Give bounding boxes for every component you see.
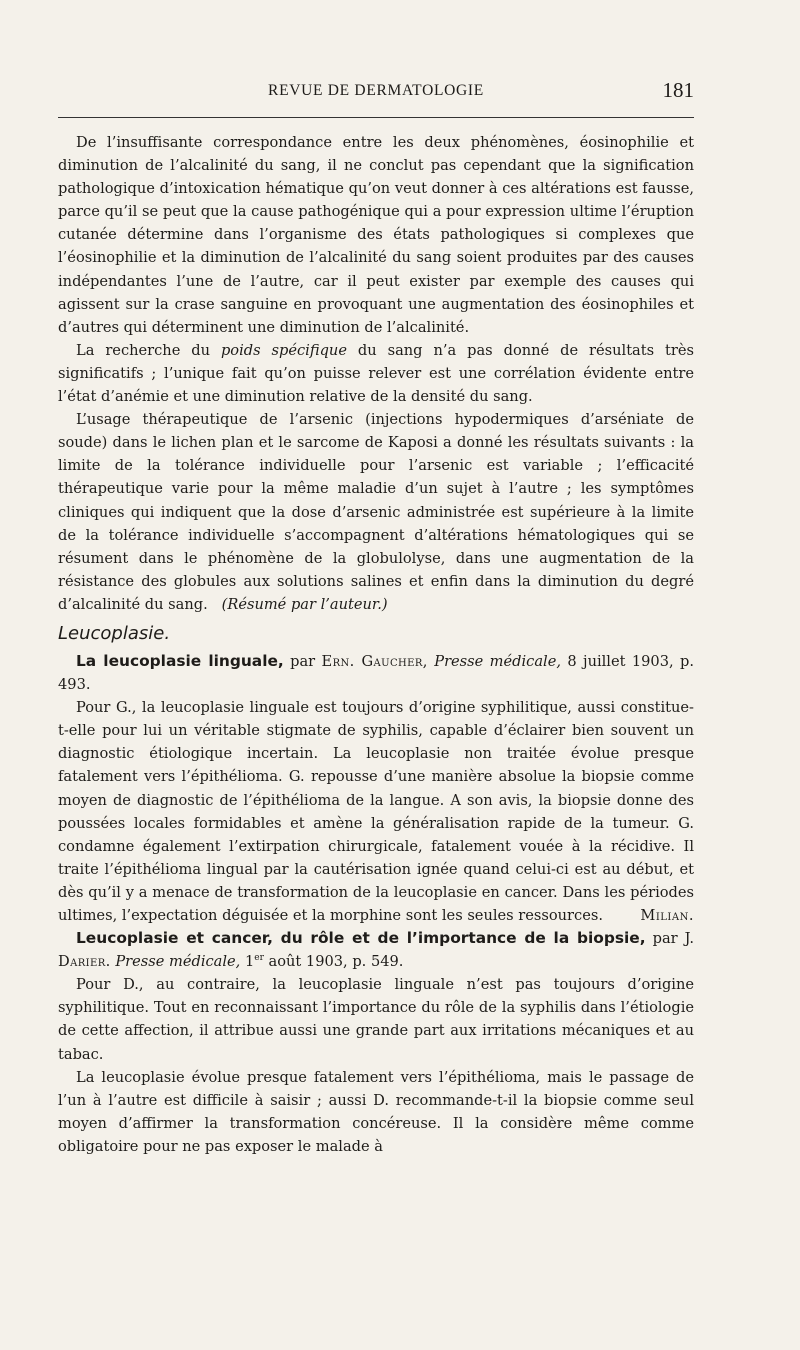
- paragraph-text: du sang n’a pas donné de résultats très significatifs ; l’unique fait qu’on puisse relever est une corrélation évidente entre l’état d’anémie et une diminution relative de la densité du sang.: [58, 341, 695, 406]
- citation-date: 8 juillet 1903, p. 493.: [58, 652, 694, 694]
- paragraph-text: La recherche du: [76, 341, 221, 359]
- body-text: [58, 131, 694, 1158]
- paragraph-text: L’usage thérapeutique de l’arsenic (injections hypodermiques d’arséniate de soude) dans le lichen plan et le sarcome de Kaposi a donné les résultats suivants : la limite de la tolérance individuelle pour l’arsenic est variable ; l’efficacité thérapeutique varie pour la même maladie d’un sujet à l’autre ; les symptômes cliniques qui indiquent que la dose d’arsenic administrée est supérieure à la limite de la tolérance individuelle s’accompagnent d’altérations hématologiques qui se résument dans le phénomène de la globulolyse, dans une augmentation de la résistance des globules aux solutions salines et enfin dans la diminution du degré d’alcalinité du sang.: [58, 411, 694, 613]
- page-number: 181: [662, 78, 694, 102]
- article-abstract: [58, 696, 694, 927]
- section-heading: Leucoplasie.: [58, 622, 171, 644]
- page-header: [58, 78, 694, 108]
- article-title: La leucoplasie linguale,: [76, 651, 284, 670]
- article-abstract: Pour D., au contraire, la leucoplasie linguale n’est pas toujours d’origine syphilitique. Tout en reconnaissant l’importance du rôle de la syphilis dans l’étiologie de cette affection, il attribue aussi une grande part aux irritations mécaniques et au tabac.: [58, 976, 694, 1063]
- citation-by: par J.: [645, 930, 694, 948]
- citation-date: 1: [240, 953, 255, 971]
- article-author: Ern. Gaucher,: [321, 652, 428, 670]
- journal-name: Presse médicale,: [115, 953, 241, 971]
- journal-name: Presse médicale,: [434, 652, 561, 670]
- ordinal-superscript: er: [254, 953, 264, 964]
- article-citation: [58, 927, 694, 973]
- article-author: Darier.: [58, 953, 111, 971]
- citation-by: par: [283, 652, 322, 670]
- article-abstract: La leucoplasie évolue presque fatalement vers l’épithélioma, mais le passage de l’un à l’autre est difficile à saisir ; aussi D. recommande-t-il la biopsie comme seul moyen d’affirmer la transformation concéreuse. Il la considère même comme obligatoire pour ne pas exposer le malade à: [58, 1068, 694, 1155]
- abstract-text: Pour G., la leucoplasie linguale est toujours d’origine syphilitique, aussi constitue-t-elle pour lui un véritable stigmate de syphilis, capable d’éclairer bien souvent un diagnostic étiologique incertain. La leucoplasie non traitée évolue presque fatalement vers l’épithélioma. G. repousse d’une manière absolue la biopsie comme moyen de diagnostic de l’épithélioma de la langue. A son avis, la biopsie donne des poussées locales formidables et amène la généralisation rapide de la tumeur. G. condamne également l’extirpation chirurgicale, fatalement vouée à la récidive. Il traite l’épithélioma lingual par la cautérisation ignée quand celui-ci est au début, et dès qu’il y a menace de transformation de la leucoplasie en cancer. Dans les périodes ultimes, l’expectation déguisée et la morphine sont les seules ressources.: [58, 699, 694, 924]
- reviewer-signature: Milian.: [640, 907, 694, 924]
- paragraph-specific-weight: [58, 339, 694, 408]
- header-rule: [58, 117, 694, 118]
- article-title: Leucoplasie et cancer, du rôle et de l’importance de la biopsie,: [76, 929, 646, 948]
- article-citation: [58, 650, 694, 696]
- running-title: REVUE DE DERMATOLOGIE: [268, 82, 484, 99]
- citation-date: août 1903, p. 549.: [263, 953, 404, 971]
- author-summary-note: (Résumé par l’auteur.): [221, 595, 388, 613]
- paragraph-eosinophilia: De l’insuffisante correspondance entre les deux phénomènes, éosinophilie et diminution de l’alcalinité du sang, il ne conclut pas cependant que la signification pathologique d’intoxication hématique qu’on veut donner à ces altérations est fausse, parce qu’il se peut que la cause pathogénique qui a pour expression ultime l’éruption cutanée détermine dans l’organisme des états pathologiques si complexes que l’éosinophilie et la diminution de l’alcalinité du sang soient produites par des causes indépendantes l’une de l’autre, car il peut exister par exemple des causes qui agissent sur la crase sanguine en provoquant une augmentation des éosinophiles et d’autres qui déterminent une diminution de l’alcalinité.: [58, 134, 694, 336]
- paragraph-arsenic: [58, 408, 694, 616]
- emphasis-term: poids spécifique: [220, 341, 347, 359]
